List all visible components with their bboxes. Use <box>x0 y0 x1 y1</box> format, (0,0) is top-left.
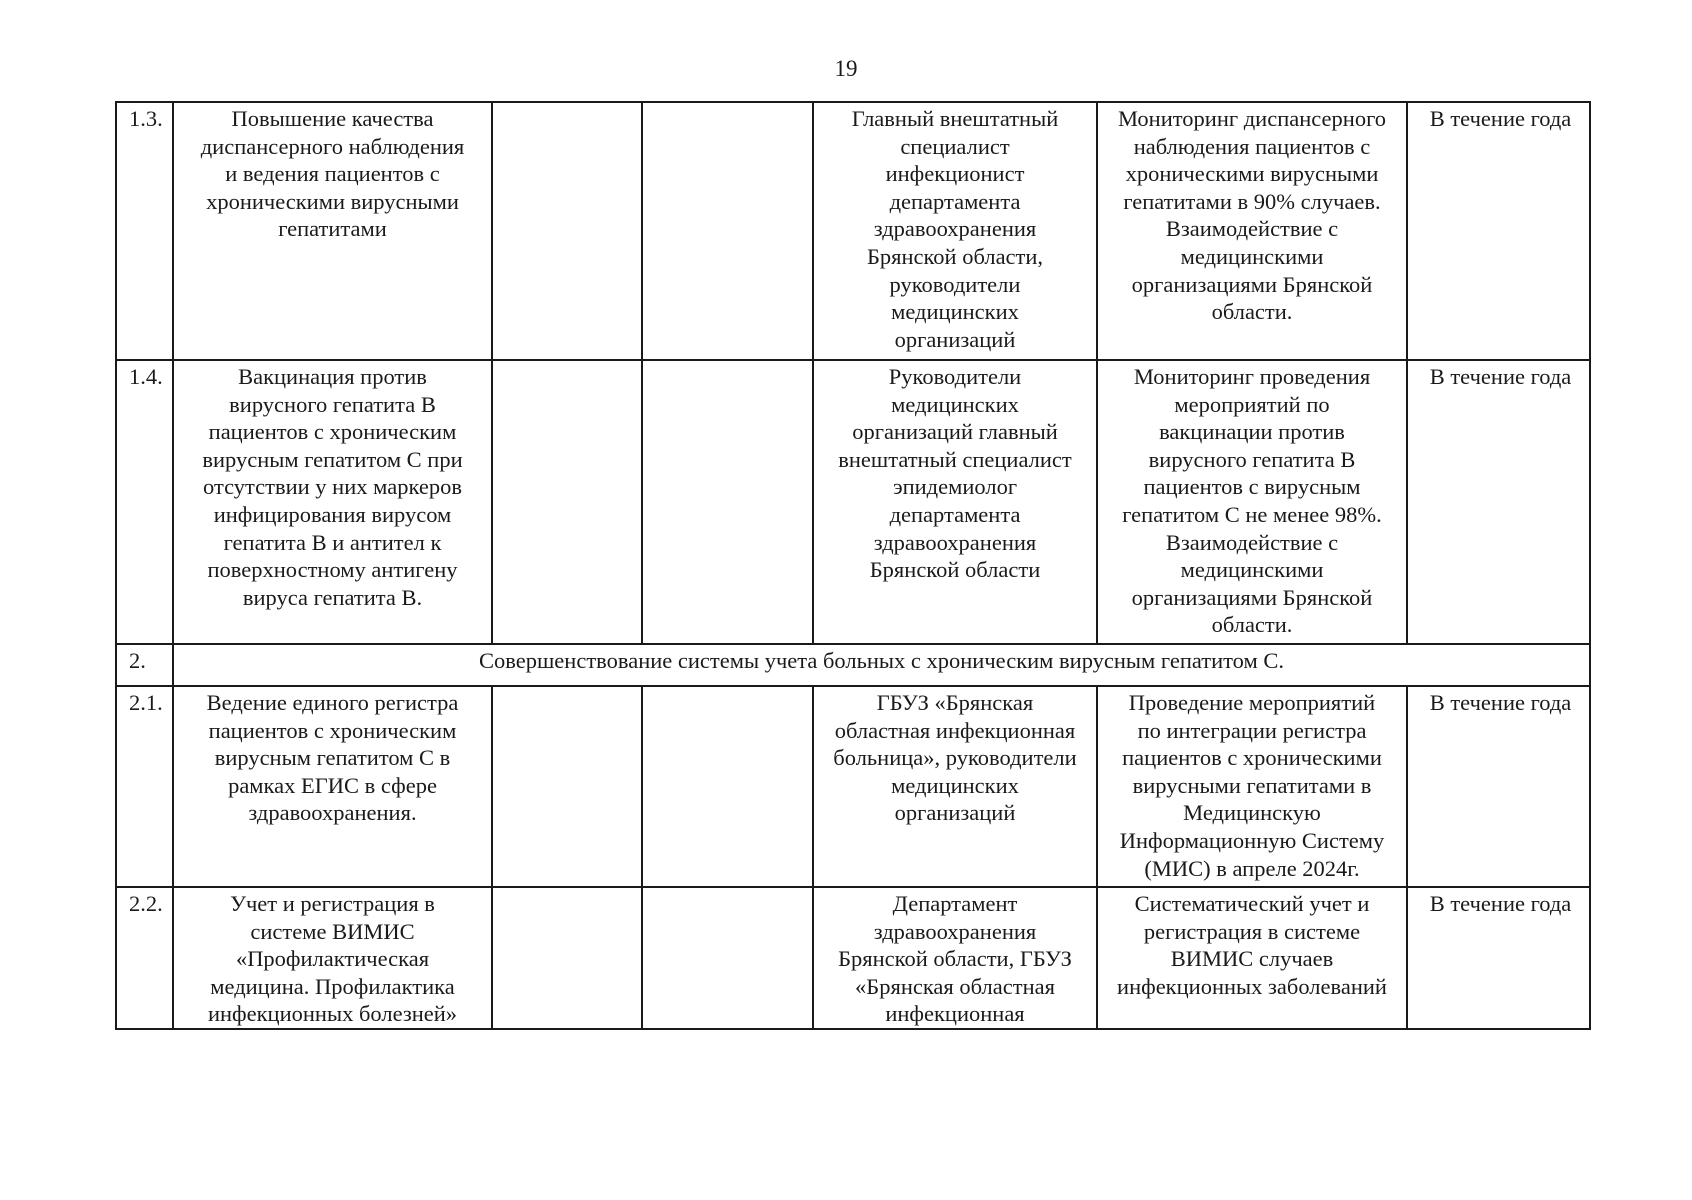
empty-cell <box>642 686 813 887</box>
empty-cell <box>492 102 642 360</box>
period-cell: В течение года <box>1407 102 1590 360</box>
section-number: 2. <box>116 644 173 686</box>
table-row <box>116 102 1590 360</box>
empty-cell <box>492 887 642 1029</box>
result-cell: Мониторинг диспансерного наблюдения пациентов с хроническими вирусными гепатитами в 90% случаев. Взаимодействие с медицинскими организациями Брянской области. <box>1097 102 1407 360</box>
responsible-cell: ГБУЗ «Брянская областная инфекционная больница», руководители медицинских организаций <box>813 686 1097 887</box>
row-number: 1.4. <box>116 360 173 644</box>
empty-cell <box>492 686 642 887</box>
responsible-cell: Главный внештатный специалист инфекционист департамента здравоохранения Брянской области, руководители медицинских организаций <box>813 102 1097 360</box>
empty-cell <box>642 887 813 1029</box>
row-number: 1.3. <box>116 102 173 360</box>
table-row <box>116 887 1590 1029</box>
result-cell: Мониторинг проведения мероприятий по вакцинации против вирусного гепатита В пациентов с вирусным гепатитом С не менее 98%. Взаимодействие с медицинскими организациями Брянской области. <box>1097 360 1407 644</box>
activity-cell: Ведение единого регистра пациентов с хроническим вирусным гепатитом С в рамках ЕГИС в сфере здравоохранения. <box>173 686 492 887</box>
section-title: Совершенствование системы учета больных с хроническим вирусным гепатитом С. <box>173 644 1590 686</box>
page-number: 19 <box>834 56 858 81</box>
responsible-cell: Руководители медицинских организаций главный внештатный специалист эпидемиолог департамента здравоохранения Брянской области <box>813 360 1097 644</box>
empty-cell <box>492 360 642 644</box>
result-cell: Систематический учет и регистрация в системе ВИМИС случаев инфекционных заболеваний <box>1097 887 1407 1029</box>
activity-cell: Повышение качества диспансерного наблюдения и ведения пациентов с хроническими вирусными гепатитами <box>173 102 492 360</box>
empty-cell <box>642 102 813 360</box>
table-row <box>116 360 1590 644</box>
activity-cell: Учет и регистрация в системе ВИМИС «Профилактическая медицина. Профилактика инфекционных болезней» <box>173 887 492 1029</box>
responsible-cell: Департамент здравоохранения Брянской области, ГБУЗ «Брянская областная инфекционная <box>813 887 1097 1029</box>
period-cell: В течение года <box>1407 360 1590 644</box>
period-cell: В течение года <box>1407 686 1590 887</box>
row-number: 2.1. <box>116 686 173 887</box>
result-cell: Проведение мероприятий по интеграции регистра пациентов с хроническими вирусными гепатитами в Медицинскую Информационную Систему (МИС) в апреле 2024г. <box>1097 686 1407 887</box>
empty-cell <box>642 360 813 644</box>
section-row <box>116 644 1590 686</box>
period-cell: В течение года <box>1407 887 1590 1029</box>
table-row <box>116 686 1590 887</box>
action-plan-table <box>115 101 1591 1030</box>
row-number: 2.2. <box>116 887 173 1029</box>
activity-cell: Вакцинация против вирусного гепатита В пациентов с хроническим вирусным гепатитом С при отсутствии у них маркеров инфицирования вирусом гепатита В и антител к поверхностному антигену вируса гепатита В. <box>173 360 492 644</box>
